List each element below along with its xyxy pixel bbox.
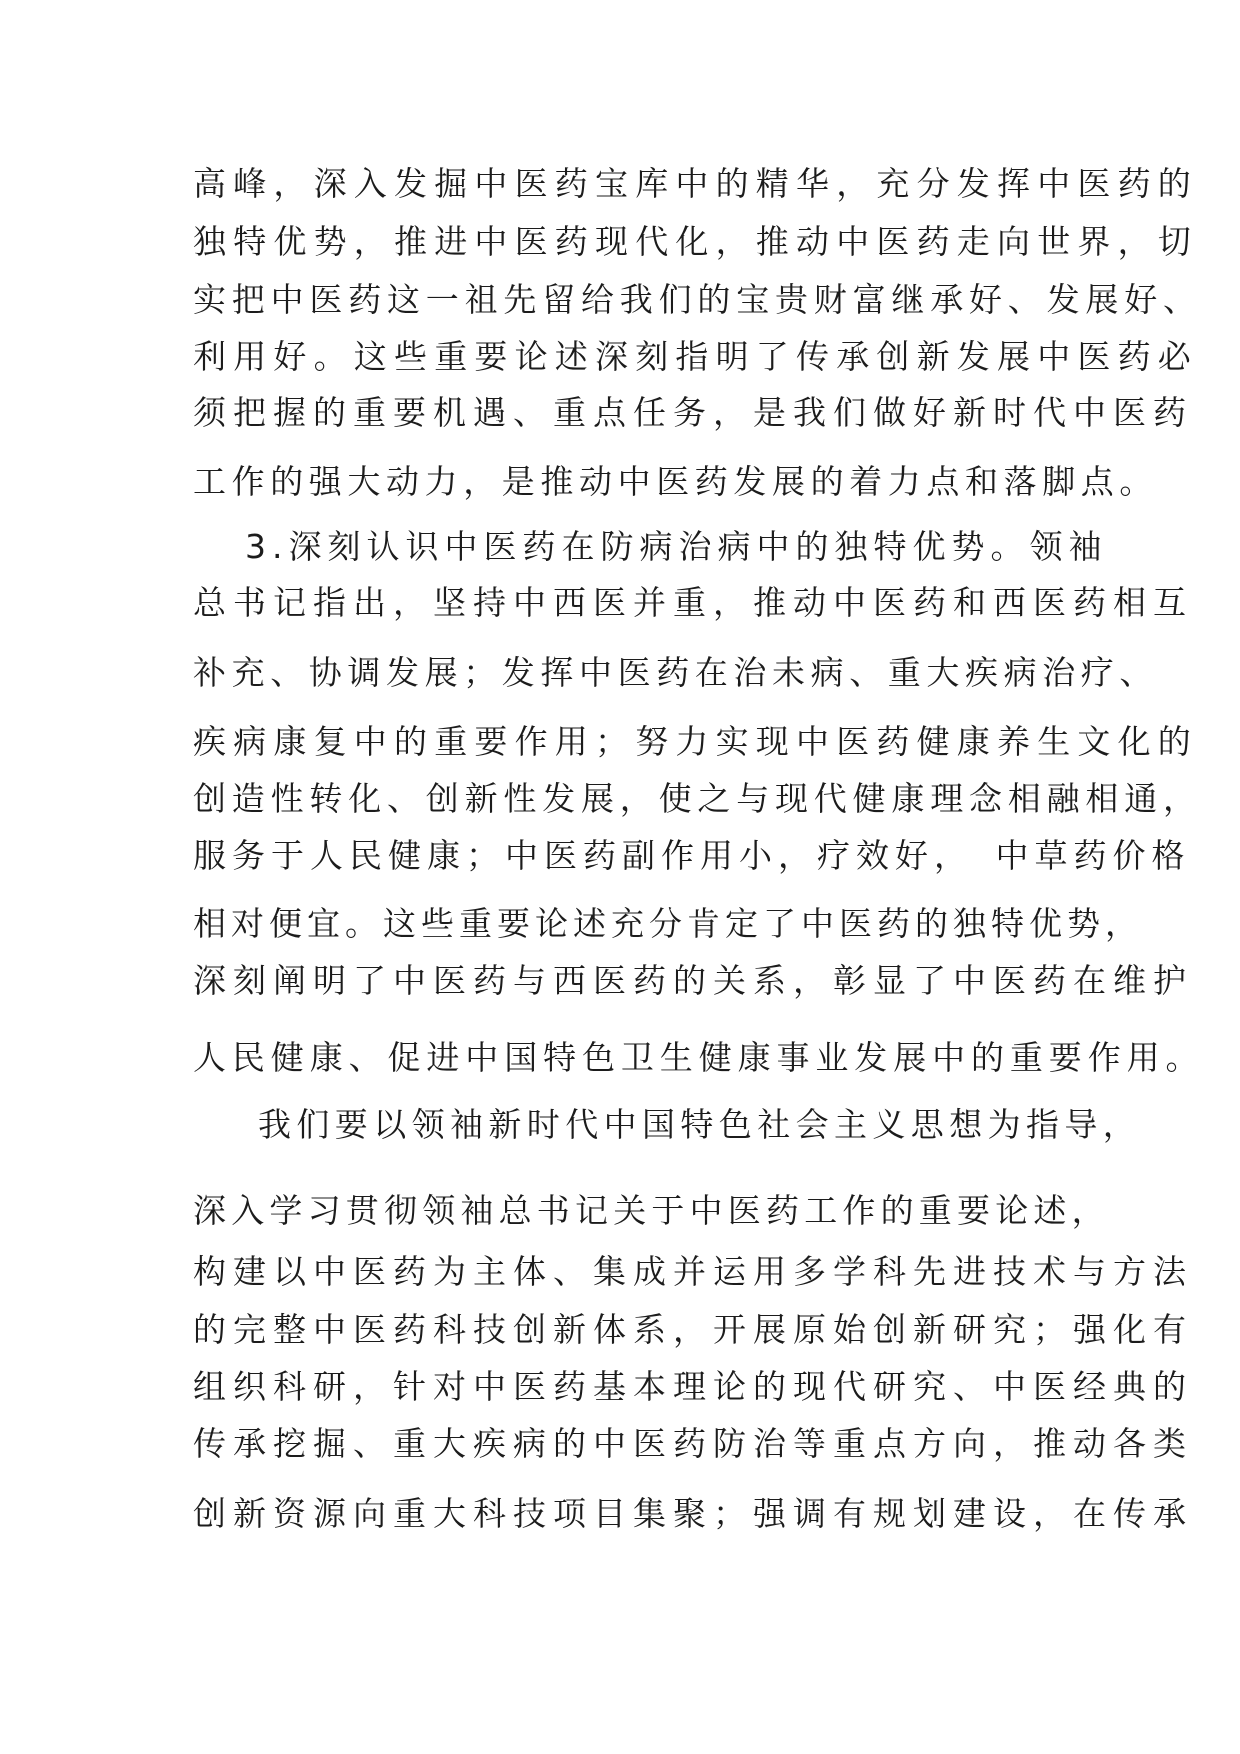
text-line: 深入学习贯彻领袖总书记关于中医药工作的重要论述， — [193, 1191, 1110, 1230]
text-line: 3.深刻认识中医药在防病治病中的独特优势。领袖 — [245, 527, 1108, 566]
text-line: 我们要以领袖新时代中国特色社会主义思想为指导， — [258, 1105, 1142, 1144]
text-line: 的完整中医药科技创新体系，开展原始创新研究；强化有 — [193, 1310, 1193, 1349]
text-line: 创新资源向重大科技项目集聚；强调有规划建设，在传承 — [193, 1494, 1193, 1533]
text-line: 深刻阐明了中医药与西医药的关系，彰显了中医药在维护 — [193, 961, 1193, 1000]
text-line: 相对便宜。这些重要论述充分肯定了中医药的独特优势， — [193, 904, 1143, 943]
text-line: 独特优势，推进中医药现代化，推动中医药走向世界，切 — [193, 222, 1198, 261]
text-line: 创造性转化、创新性发展，使之与现代健康理念相融相通， — [193, 779, 1202, 818]
text-line: 实把中医药这一祖先留给我们的宝贵财富继承好、发展好、 — [193, 280, 1202, 319]
text-line: 总书记指出，坚持中西医并重，推动中医药和西医药相互 — [193, 583, 1193, 622]
text-line: 传承挖掘、重大疾病的中医药防治等重点方向，推动各类 — [193, 1424, 1193, 1463]
text-line: 疾病康复中的重要作用；努力实现中医药健康养生文化的 — [193, 722, 1198, 761]
text-line: 服务于人民健康；中医药副作用小，疗效好， 中草药价格 — [193, 836, 1191, 875]
text-line: 须把握的重要机遇、重点任务，是我们做好新时代中医药 — [193, 393, 1193, 432]
text-line: 人民健康、促进中国特色卫生健康事业发展中的重要作用。 — [193, 1038, 1205, 1077]
text-line: 组织科研，针对中医药基本理论的现代研究、中医经典的 — [193, 1367, 1193, 1406]
text-line: 构建以中医药为主体、集成并运用多学科先进技术与方法 — [193, 1252, 1193, 1291]
text-line: 利用好。这些重要论述深刻指明了传承创新发展中医药必 — [193, 337, 1198, 376]
text-line: 补充、协调发展；发挥中医药在治未病、重大疾病治疗、 — [193, 653, 1158, 692]
text-line: 工作的强大动力，是推动中医药发展的着力点和落脚点。 — [193, 462, 1158, 501]
text-line: 高峰，深入发掘中医药宝库中的精华，充分发挥中医药的 — [193, 164, 1198, 203]
